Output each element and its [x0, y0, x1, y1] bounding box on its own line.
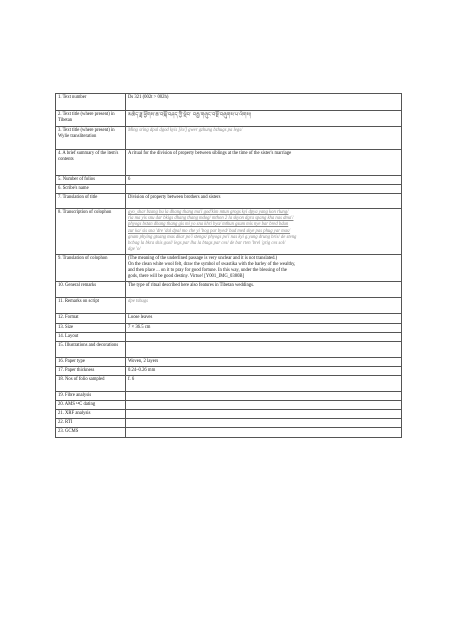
- catalogue-record-sheet: [55, 93, 402, 438]
- table-row: [56, 209, 402, 255]
- table-row: [56, 401, 402, 410]
- field-value: Division of property between brothers and sisters: [126, 194, 402, 209]
- colophon-line: ria ma yis snu dar bkigs dhang thang mdog/ mthon 2 la skyon dgra spang kha nas dma'/: [128, 216, 294, 222]
- table-row: [56, 254, 402, 281]
- field-value: 0.24–0.26 mm: [126, 366, 402, 375]
- field-label: 7. Translation of title: [56, 194, 126, 209]
- field-value: Loose leaves: [126, 314, 402, 323]
- field-label: 14. Layout: [56, 332, 126, 341]
- field-label: 2. Text title (where present) in Tibetan: [56, 111, 126, 127]
- table-row: [56, 391, 402, 400]
- translation-line: On the clean white wool felt, draw the symbol of swastika with the barley of the wealthy,: [128, 262, 296, 268]
- field-value: A ritual for the division of property between siblings at the time of the sister's marriage: [126, 150, 402, 176]
- table-row: [56, 185, 402, 194]
- colophon-line: gyo_shar bzang bu la dhang thang ma'i god'kim mtun grogs kyi dpya yang kon rlung/: [128, 210, 289, 216]
- colophon-line: dge 'o/: [128, 246, 141, 252]
- field-value: Ming sring dpal dgod kyis [lo/] gwer gzhung bzhugs pa legs/: [126, 127, 402, 150]
- field-value: dpe tshugs: [126, 298, 402, 314]
- field-value: [126, 428, 402, 437]
- table-row: [56, 282, 402, 298]
- field-value: [126, 391, 402, 400]
- field-label: 3. Text title (where present) in Wylie transliteration: [56, 127, 126, 150]
- field-value: 6: [126, 176, 402, 185]
- field-label: 15. Illustrations and decorations: [56, 341, 126, 357]
- field-value: f. 6: [126, 375, 402, 391]
- table-row: [56, 323, 402, 332]
- field-label: 18. Nos of folio sampled: [56, 375, 126, 391]
- colophon-line: bcbag la bkra shis gsol/ legs par lha la btags par ces/ de bar rten 'brel 'grig ces sol/: [128, 240, 286, 246]
- table-row: [56, 111, 402, 127]
- field-value: The type of ritual described here also features in Tibetan weddings.: [126, 282, 402, 298]
- table-row: [56, 410, 402, 419]
- field-label: 4. A brief summary of the item's contents: [56, 150, 126, 176]
- colophon-transcription: [126, 209, 402, 255]
- field-label: 17. Paper thickness: [56, 366, 126, 375]
- field-label: 9. Translation of colophon: [56, 254, 126, 281]
- table-row: [56, 127, 402, 150]
- field-label: 20. AMS ¹⁴C dating: [56, 401, 126, 410]
- field-label: 10. General remarks: [56, 282, 126, 298]
- table-row: [56, 357, 402, 366]
- translation-line: (The meaning of the underlined passage is very unclear and it is not translated.): [128, 255, 278, 261]
- table-row: [56, 150, 402, 176]
- colophon-line: gnam phying gtsang mas dkar po'i stengs/ phyogs po'i nas kyi g.yung drung bris/ de steng: [128, 234, 297, 240]
- metadata-table: [55, 93, 402, 438]
- table-row: [56, 314, 402, 323]
- table-row: [56, 428, 402, 437]
- table-row: [56, 194, 402, 209]
- field-label: 1. Text number: [56, 94, 126, 111]
- colophon-line: phyogs bstan dhang thang gis mi yo sna khri bya/ mthun gsum mis nye bar bred bdun: [128, 222, 289, 228]
- field-label: 13. Size: [56, 323, 126, 332]
- field-label: 21. XRF analysis: [56, 410, 126, 419]
- table-row: [56, 332, 402, 341]
- field-value: Ds 321 (002t > 002h): [126, 94, 402, 111]
- field-label: 22. RTI: [56, 419, 126, 428]
- field-label: 11. Remarks on script: [56, 298, 126, 314]
- table-row: [56, 94, 402, 111]
- field-value: [126, 185, 402, 194]
- table-row: [56, 375, 402, 391]
- field-label: 23. GCMS: [56, 428, 126, 437]
- field-value: 7 × 36.5 cm: [126, 323, 402, 332]
- field-label: 19. Fibre analysis: [56, 391, 126, 400]
- table-row: [56, 419, 402, 428]
- table-row: [56, 341, 402, 357]
- field-value: [126, 401, 402, 410]
- colophon-line: zur ka/ sis sna 'dre 'dal dpal mo che yi 'bog par byed/ bud med skye pas phug yar mas/: [128, 228, 291, 234]
- translation-line: gods, there will be good destiny. Virtue! [Y001_IMG_0380B]: [128, 274, 245, 280]
- colophon-translation: [126, 254, 402, 281]
- field-label: 8. Transcription of colophon: [56, 209, 126, 255]
- translation-line: and then place ... on it to pray for good fortune. In this way, under the blessing of the: [128, 268, 287, 274]
- field-value: [126, 332, 402, 341]
- table-row: [56, 366, 402, 375]
- field-value-tibetan: མཆེད་ཟླ་ཕྱོགས་ཆ་བསྐོ་བཤད་ཀྱི་ལྡེབ་ བརྒྱ་གཞུང་བསྔོ་བཞུགས་པ་ལེགས།: [126, 111, 402, 127]
- table-row: [56, 298, 402, 314]
- field-label: 16. Paper type: [56, 357, 126, 366]
- table-row: [56, 176, 402, 185]
- field-value: [126, 341, 402, 357]
- field-value: [126, 419, 402, 428]
- field-value: [126, 410, 402, 419]
- field-label: 6. Scribe's name: [56, 185, 126, 194]
- field-label: 5. Number of folios: [56, 176, 126, 185]
- field-label: 12. Format: [56, 314, 126, 323]
- field-value: Woven, 2 layers: [126, 357, 402, 366]
